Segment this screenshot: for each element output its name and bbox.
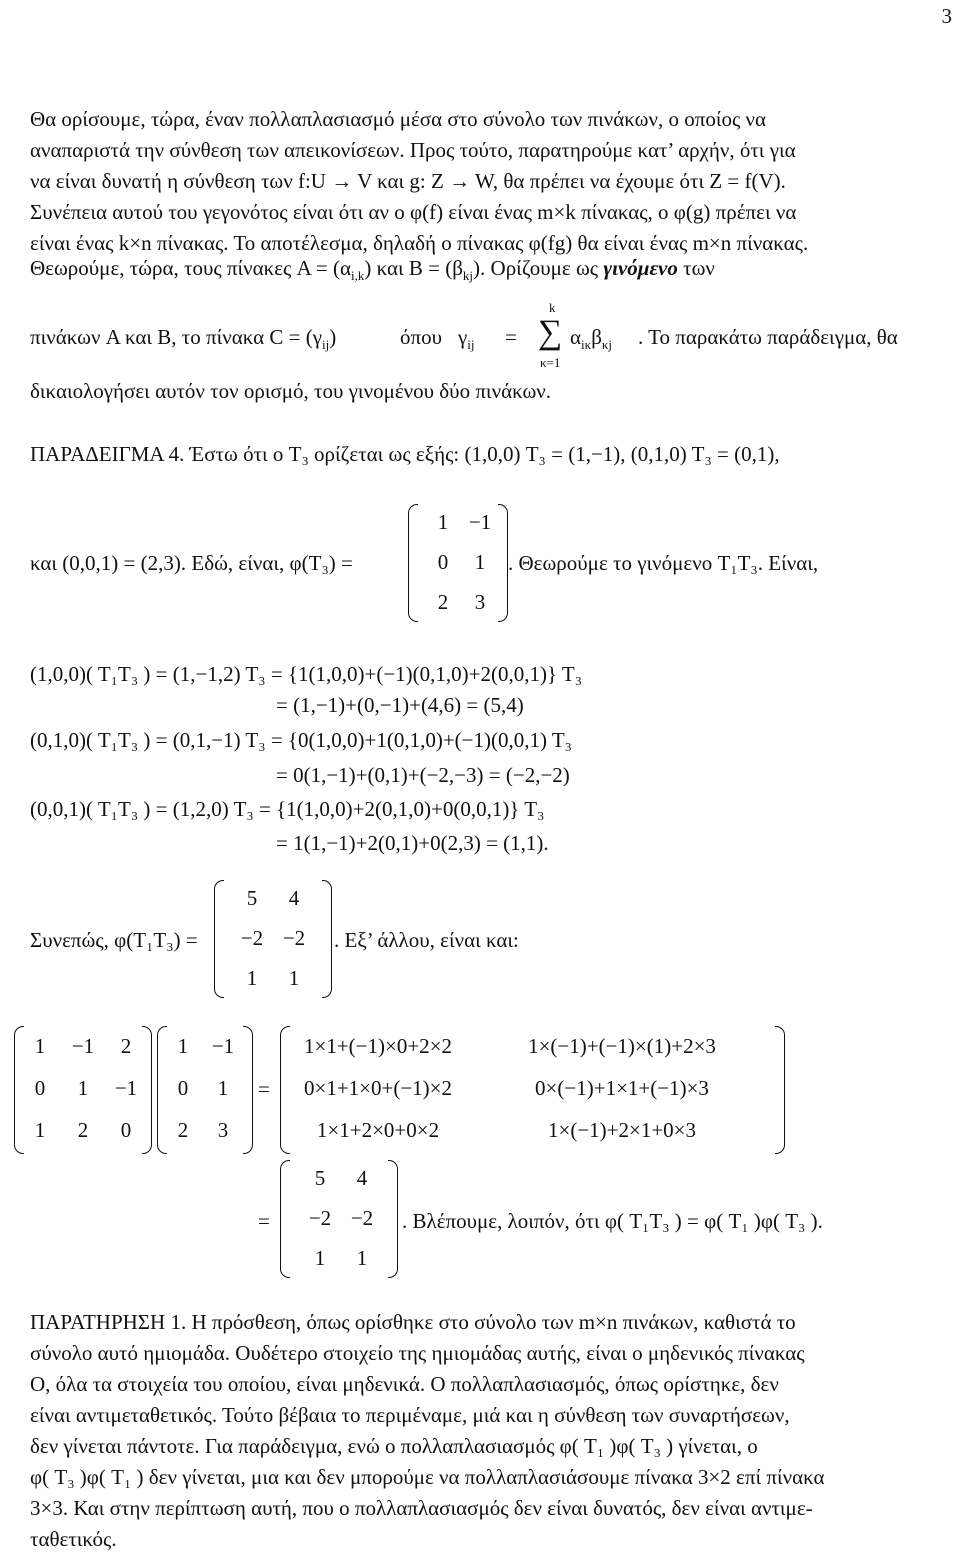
- matrix-cell: 2: [120, 1034, 132, 1058]
- matrix-cell: 1×1+(−1)×0+2×2: [303, 1034, 453, 1058]
- matrix-cell: 3: [217, 1118, 229, 1142]
- matrix-cell: 0: [437, 550, 449, 574]
- text-line: O, όλα τα στοιχεία του οποίου, είναι μηδενικά. Ο πολλαπλασιασμός, όπως ορίστηκε, δεν: [30, 1372, 779, 1396]
- matrix-cell: −1: [71, 1034, 95, 1058]
- matrix-cell: −2: [350, 1206, 374, 1230]
- matrix-cell: 4: [356, 1166, 368, 1190]
- text: . Το παρακάτω παράδειγμα, θα: [638, 325, 898, 349]
- matrix-cell: 0: [120, 1118, 132, 1142]
- matrix-cell: 1: [34, 1034, 46, 1058]
- matrix-cell: 1×(−1)+(−1)×(1)+2×3: [528, 1034, 716, 1058]
- matrix-cell: 1: [474, 550, 486, 574]
- matrix-cell: 1: [77, 1076, 89, 1100]
- gamma-symbol: γ: [458, 325, 468, 349]
- text-line: δεν γίνεται πάντοτε. Για παράδειγμα, ενώ ο πολλαπλασιασμός φ( T₁ )φ( T₃ ) γίνεται, ο: [30, 1434, 758, 1458]
- remark-paragraph: [30, 1307, 930, 1555]
- matrix-cell: 1×(−1)+2×1+0×3: [547, 1118, 697, 1142]
- alpha-symbol: α: [570, 325, 582, 349]
- definition-line: [30, 256, 715, 284]
- text: ): [329, 325, 337, 349]
- subscript: i,k: [350, 268, 365, 284]
- conclusion-text: . Βλέπουμε, λοιπόν, ότι φ( T₁T₃ ) = φ( T₁ )φ( T₃ ).: [402, 1209, 823, 1233]
- subscript: ij: [322, 337, 330, 353]
- emphasized-term: γινόμενο: [603, 256, 678, 280]
- intro-paragraph: [30, 104, 930, 259]
- computation-line: (0,0,1)( T₁T₃ ) = (1,2,0) T₃ = {1(1,0,0)+2(0,1,0)+0(0,0,1)} T₃: [30, 797, 545, 821]
- sum-upper-limit: k: [549, 300, 556, 315]
- text-line: ΠΑΡΑΤΗΡΗΣΗ 1. Η πρόσθεση, όπως ορίσθηκε στο σύνολο των m×n πινάκων, καθιστά το: [30, 1310, 796, 1334]
- subscript: kj: [462, 268, 474, 284]
- subscript: κj: [601, 337, 613, 353]
- matrix-phi-t1t3: [214, 880, 332, 998]
- text-line: Συνέπεια αυτού του γεγονότος είναι ότι αν ο φ(f) είναι ένας m×k πίνακας, ο φ(g) πρέπει να: [30, 200, 797, 224]
- matrix-cell: 1: [246, 966, 258, 990]
- matrix-cell: −2: [308, 1206, 332, 1230]
- text-line: είναι αντιμεταθετικός. Τούτο βέβαια το περιμέναμε, μιά και η σύνθεση των συναρτήσεων,: [30, 1403, 790, 1427]
- matrix-cell: 0: [177, 1076, 189, 1100]
- text-line: ταθετικός.: [30, 1527, 117, 1551]
- matrix-cell: 4: [288, 886, 300, 910]
- computation-line: = (1,−1)+(0,−1)+(4,6) = (5,4): [276, 693, 524, 717]
- def-text: ) και B = (β: [364, 256, 463, 280]
- text-line: Θα ορίσουμε, τώρα, έναν πολλαπλασιασμό μέσα στο σύνολο των πινάκων, ο οποίος να: [30, 107, 767, 131]
- sum-sign: ∑: [538, 314, 563, 351]
- text-line: να είναι δυνατή η σύνθεση των f:U → V και g: Z → W, θα πρέπει να έχουμε ότι Z = f(V).: [30, 169, 786, 193]
- page-number: 3: [941, 4, 952, 28]
- text-line: φ( T₃ )φ( T₁ ) δεν γίνεται, μια και δεν μπορούμε να πολλαπλασιάσουμε πίνακα 3×2 επί πίνακα: [30, 1465, 825, 1489]
- equals-sign: =: [258, 1077, 270, 1101]
- matrix-cell: 1: [217, 1076, 229, 1100]
- justify-line: δικαιολογήσει αυτόν τον ορισμό, του γινομένου δύο πινάκων.: [30, 379, 552, 403]
- matrix-cell: 3: [474, 590, 486, 614]
- matrix-cell: 0: [34, 1076, 46, 1100]
- matrix-cell: 0×(−1)+1×1+(−1)×3: [535, 1076, 709, 1100]
- matrix-cell: 5: [246, 886, 258, 910]
- matrix-cell: 2: [177, 1118, 189, 1142]
- consequently-tail: . Εξ’ άλλου, είναι και:: [334, 928, 519, 952]
- consequently-lead: Συνεπώς, φ(T₁T₃) =: [30, 928, 198, 952]
- matrix-cell: 1: [288, 966, 300, 990]
- matrix-phi-t3: [408, 504, 508, 622]
- where-text: όπου: [400, 325, 442, 349]
- matrix-result: [280, 1160, 398, 1278]
- text-line: αναπαριστά την σύνθεση των απεικονίσεων. Προς τούτο, παρατηρούμε κατ’ αρχήν, ότι για: [30, 138, 796, 162]
- computation-line: (1,0,0)( T₁T₃ ) = (1,−1,2) T₃ = {1(1,0,0)+(−1)(0,1,0)+2(0,0,1)} T₃: [30, 662, 583, 686]
- computation-line: (0,1,0)( T₁T₃ ) = (0,1,−1) T₃ = {0(1,0,0)+1(0,1,0)+(−1)(0,0,1) T₃: [30, 728, 573, 752]
- phi-t3-tail: . Θεωρούμε το γινόμενο T₁T₃. Είναι,: [508, 551, 819, 575]
- matrix-cell: −1: [211, 1034, 235, 1058]
- text-line: 3×3. Και στην περίπτωση αυτή, που ο πολλαπλασιασμός δεν είναι δυνατός, δεν είναι αντιμε-: [30, 1496, 813, 1520]
- equals-sign: =: [258, 1209, 270, 1233]
- matrix-cell: −1: [468, 510, 492, 534]
- matrix-cell: 1: [314, 1246, 326, 1270]
- beta-symbol: β: [591, 325, 602, 349]
- example-heading-line: ΠΑΡΑΔΕΙΓΜΑ 4. Έστω ότι ο T₃ ορίζεται ως εξής: (1,0,0) T₃ = (1,−1), (0,1,0) T₃ = (0,1),: [30, 442, 780, 466]
- computation-line: = 0(1,−1)+(0,1)+(−2,−3) = (−2,−2): [276, 763, 570, 787]
- matrix-cell: 1: [34, 1118, 46, 1142]
- phi-t3-lead: και (0,0,1) = (2,3). Εδώ, είναι, φ(T₃) =: [30, 551, 353, 575]
- def-text: των: [677, 256, 715, 280]
- matrix-cell: −1: [114, 1076, 138, 1100]
- matrix-product-expanded: [280, 1026, 785, 1154]
- matrix-cell: 2: [437, 590, 449, 614]
- matrix-cell: 0×1+1×0+(−1)×2: [303, 1076, 453, 1100]
- text: πινάκων A και B, το πίνακα C = (γ: [30, 325, 322, 349]
- equals-sign: =: [505, 325, 517, 349]
- matrix-cell: −2: [240, 926, 264, 950]
- def-text: ). Ορίζουμε ως: [473, 256, 604, 280]
- product-definition: [30, 300, 940, 370]
- subscript: ij: [467, 337, 475, 353]
- computation-line: = 1(1,−1)+2(0,1)+0(2,3) = (1,1).: [276, 831, 549, 855]
- matrix-cell: 2: [77, 1118, 89, 1142]
- subscript: iκ: [581, 337, 592, 353]
- matrix-a: [14, 1026, 152, 1154]
- matrix-cell: 1: [177, 1034, 189, 1058]
- matrix-cell: 1: [437, 510, 449, 534]
- text-line: σύνολο αυτό ημιομάδα. Ουδέτερο στοιχείο της ημιομάδας αυτής, είναι ο μηδενικός πίνακας: [30, 1341, 805, 1365]
- matrix-cell: 1: [356, 1246, 368, 1270]
- def-text: Θεωρούμε, τώρα, τους πίνακες A = (α: [30, 256, 351, 280]
- matrix-cell: 5: [314, 1166, 326, 1190]
- text-line: είναι ένας k×n πίνακας. Το αποτέλεσμα, δηλαδή ο πίνακας φ(fg) θα είναι ένας m×n πίνακας.: [30, 231, 809, 255]
- matrix-b: [157, 1026, 253, 1154]
- sum-lower-limit: κ=1: [540, 355, 561, 370]
- matrix-cell: 1×1+2×0+0×2: [316, 1118, 440, 1142]
- matrix-cell: −2: [282, 926, 306, 950]
